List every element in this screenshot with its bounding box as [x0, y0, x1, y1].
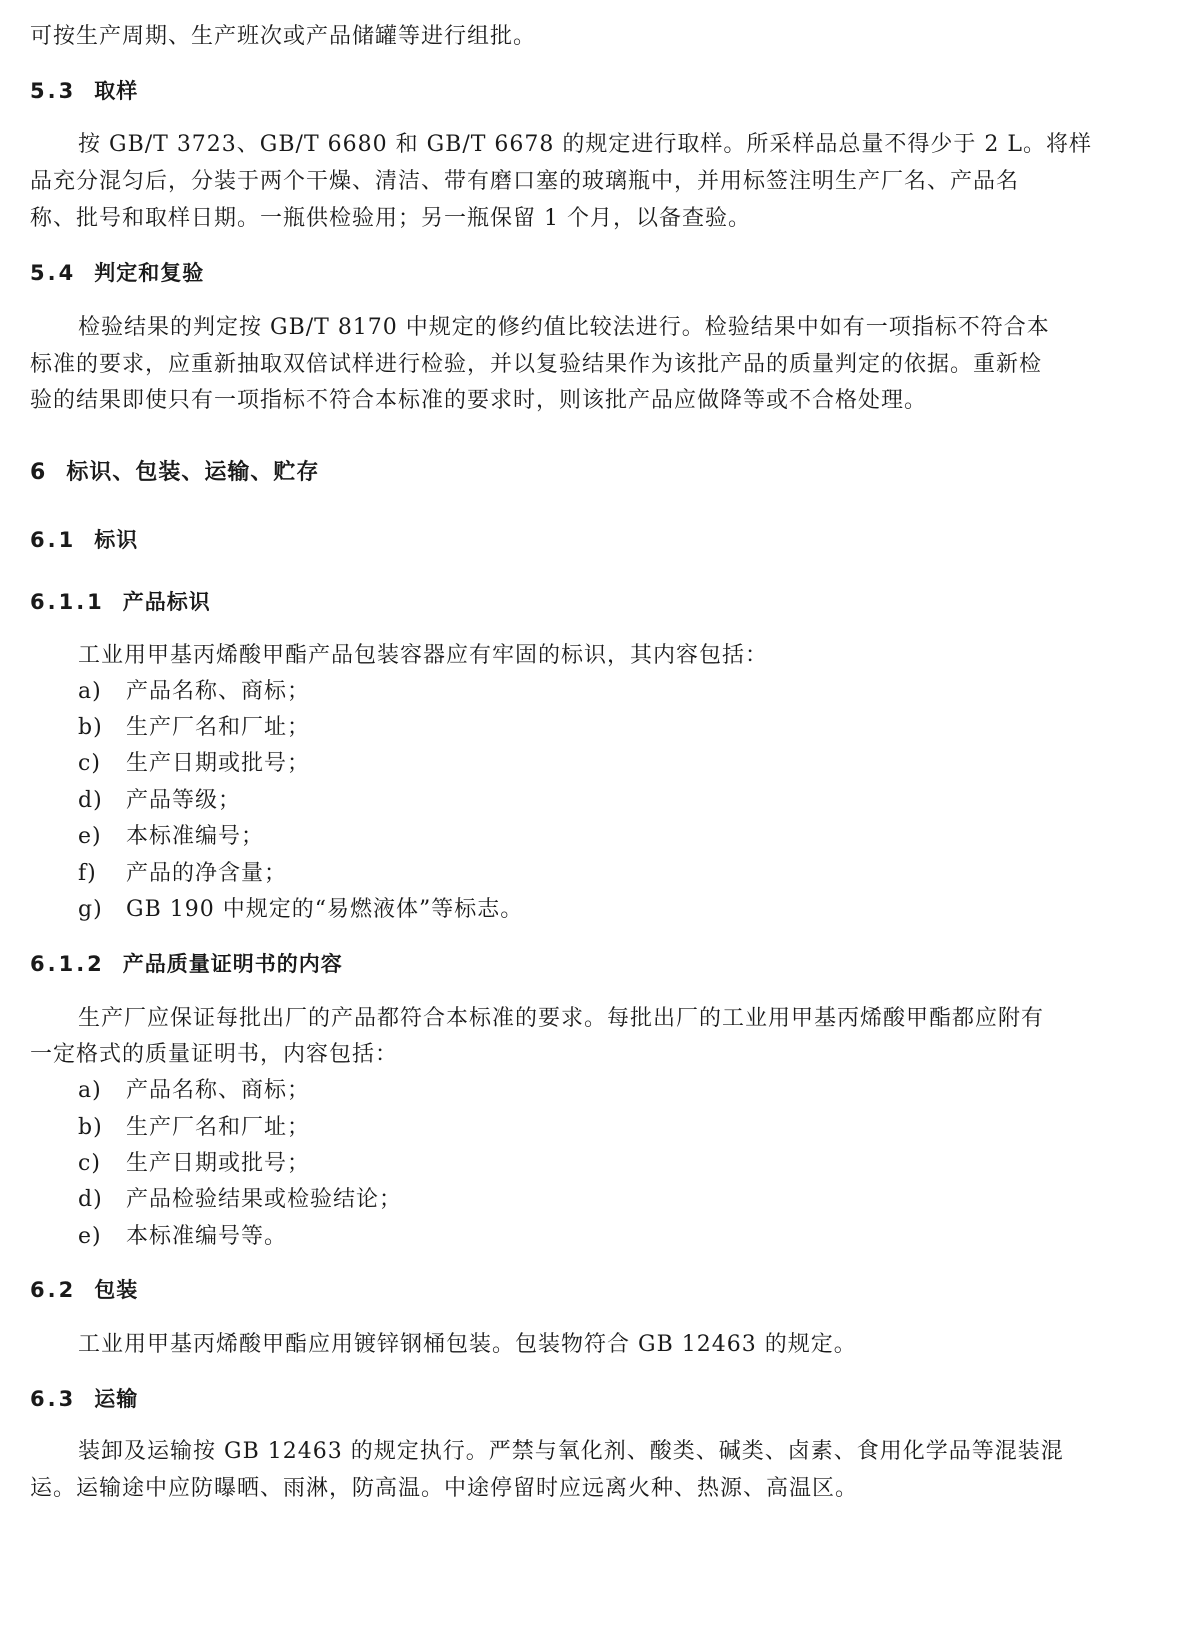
list-item-label: b) — [78, 715, 103, 740]
list-item — [78, 1149, 310, 1179]
list-item-label: f) — [78, 861, 97, 886]
section-title: 标识 — [94, 528, 139, 552]
paragraph-line: 运。运输途中应防曝晒、雨淋，防高温。中途停留时应远离火种、热源、高温区。 — [30, 1476, 859, 1501]
list-item-label: a) — [78, 1078, 102, 1103]
list-item — [78, 749, 310, 779]
list-item-text: 生产日期或批号； — [126, 1151, 311, 1176]
section-number: 6.1.2 — [30, 952, 105, 976]
paragraph-line: 生产厂应保证每批出厂的产品都符合本标准的要求。每批出厂的工业用甲基丙烯酸甲酯都应附有 — [78, 1006, 1045, 1031]
section-title: 取样 — [94, 79, 139, 103]
list-item — [78, 786, 241, 816]
section-heading-5-3 — [30, 76, 138, 106]
section-title: 产品标识 — [122, 590, 211, 614]
paragraph-line: 工业用甲基丙烯酸甲酯应用镀锌钢桶包装。包装物符合 GB 12463 的规定。 — [78, 1332, 857, 1357]
list-item-text: 本标准编号等。 — [126, 1224, 288, 1249]
section-heading-6-1-2 — [30, 949, 343, 979]
list-item-label: a) — [78, 679, 102, 704]
section-number: 5.3 — [30, 79, 77, 103]
list-item-label: c) — [78, 751, 101, 776]
section-heading-5-4 — [30, 258, 204, 288]
list-item — [78, 713, 310, 743]
list-item-text: 产品的净含量； — [126, 861, 288, 886]
list-item-label: e) — [78, 1224, 102, 1249]
section-title: 标识、包装、运输、贮存 — [66, 460, 320, 485]
paragraph-line: 按 GB/T 3723、GB/T 6680 和 GB/T 6678 的规定进行取样。所采样品总量不得少于 2 L。将样 — [78, 132, 1092, 157]
paragraph-line: 品充分混匀后，分装于两个干燥、清洁、带有磨口塞的玻璃瓶中，并用标签注明生产厂名、产品名 — [30, 169, 1020, 194]
list-item-label: c) — [78, 1151, 101, 1176]
list-item — [78, 1185, 402, 1215]
list-item-label: b) — [78, 1115, 103, 1140]
section-number: 6.3 — [30, 1387, 77, 1411]
paragraph-line: 装卸及运输按 GB 12463 的规定执行。严禁与氧化剂、酸类、碱类、卤素、食用化学品等混装混 — [78, 1439, 1064, 1464]
list-item — [78, 1076, 310, 1106]
section-heading-6 — [30, 458, 319, 488]
list-item-text: 生产厂名和厂址； — [126, 1115, 311, 1140]
paragraph-line: 工业用甲基丙烯酸甲酯产品包装容器应有牢固的标识，其内容包括： — [78, 643, 769, 668]
section-heading-6-3 — [30, 1384, 138, 1414]
paragraph-line: 验的结果即使只有一项指标不符合本标准的要求时，则该批产品应做降等或不合格处理。 — [30, 388, 928, 413]
list-item-label: g) — [78, 897, 103, 922]
section-heading-6-2 — [30, 1275, 138, 1305]
section-title: 运输 — [94, 1387, 139, 1411]
list-item-text: 生产厂名和厂址； — [126, 715, 311, 740]
paragraph-line: 标准的要求，应重新抽取双倍试样进行检验，并以复验结果作为该批产品的质量判定的依据。重新检 — [30, 352, 1043, 377]
list-item — [78, 1222, 287, 1252]
list-item-label: d) — [78, 1187, 103, 1212]
section-title: 包装 — [94, 1278, 139, 1302]
section-number: 5.4 — [30, 261, 77, 285]
intro-line: 可按生产周期、生产班次或产品储罐等进行组批。 — [30, 24, 537, 49]
section-number: 6.1 — [30, 528, 77, 552]
section-heading-6-1 — [30, 525, 138, 555]
list-item-text: 产品等级； — [126, 788, 242, 813]
section-number: 6 — [30, 460, 49, 485]
list-item-text: 生产日期或批号； — [126, 751, 311, 776]
paragraph-line: 称、批号和取样日期。一瓶供检验用；另一瓶保留 1 个月，以备查验。 — [30, 206, 751, 231]
section-title: 产品质量证明书的内容 — [122, 952, 343, 976]
list-item — [78, 895, 523, 925]
list-item — [78, 822, 264, 852]
section-title: 判定和复验 — [94, 261, 205, 285]
list-item-text: 产品检验结果或检验结论； — [126, 1187, 403, 1212]
list-item — [78, 677, 310, 707]
list-item-text: 产品名称、商标； — [126, 1078, 311, 1103]
list-item-label: e) — [78, 824, 102, 849]
paragraph-line: 一定格式的质量证明书，内容包括： — [30, 1042, 399, 1067]
list-item-text: 本标准编号； — [126, 824, 265, 849]
list-item-label: d) — [78, 788, 103, 813]
list-item-text: GB 190 中规定的“易燃液体”等标志。 — [126, 897, 524, 922]
section-heading-6-1-1 — [30, 587, 211, 617]
paragraph-line: 检验结果的判定按 GB/T 8170 中规定的修约值比较法进行。检验结果中如有一项指标不符合本 — [78, 315, 1050, 340]
list-item-text: 产品名称、商标； — [126, 679, 311, 704]
section-number: 6.2 — [30, 1278, 77, 1302]
list-item — [78, 859, 287, 889]
section-number: 6.1.1 — [30, 590, 105, 614]
list-item — [78, 1113, 310, 1143]
